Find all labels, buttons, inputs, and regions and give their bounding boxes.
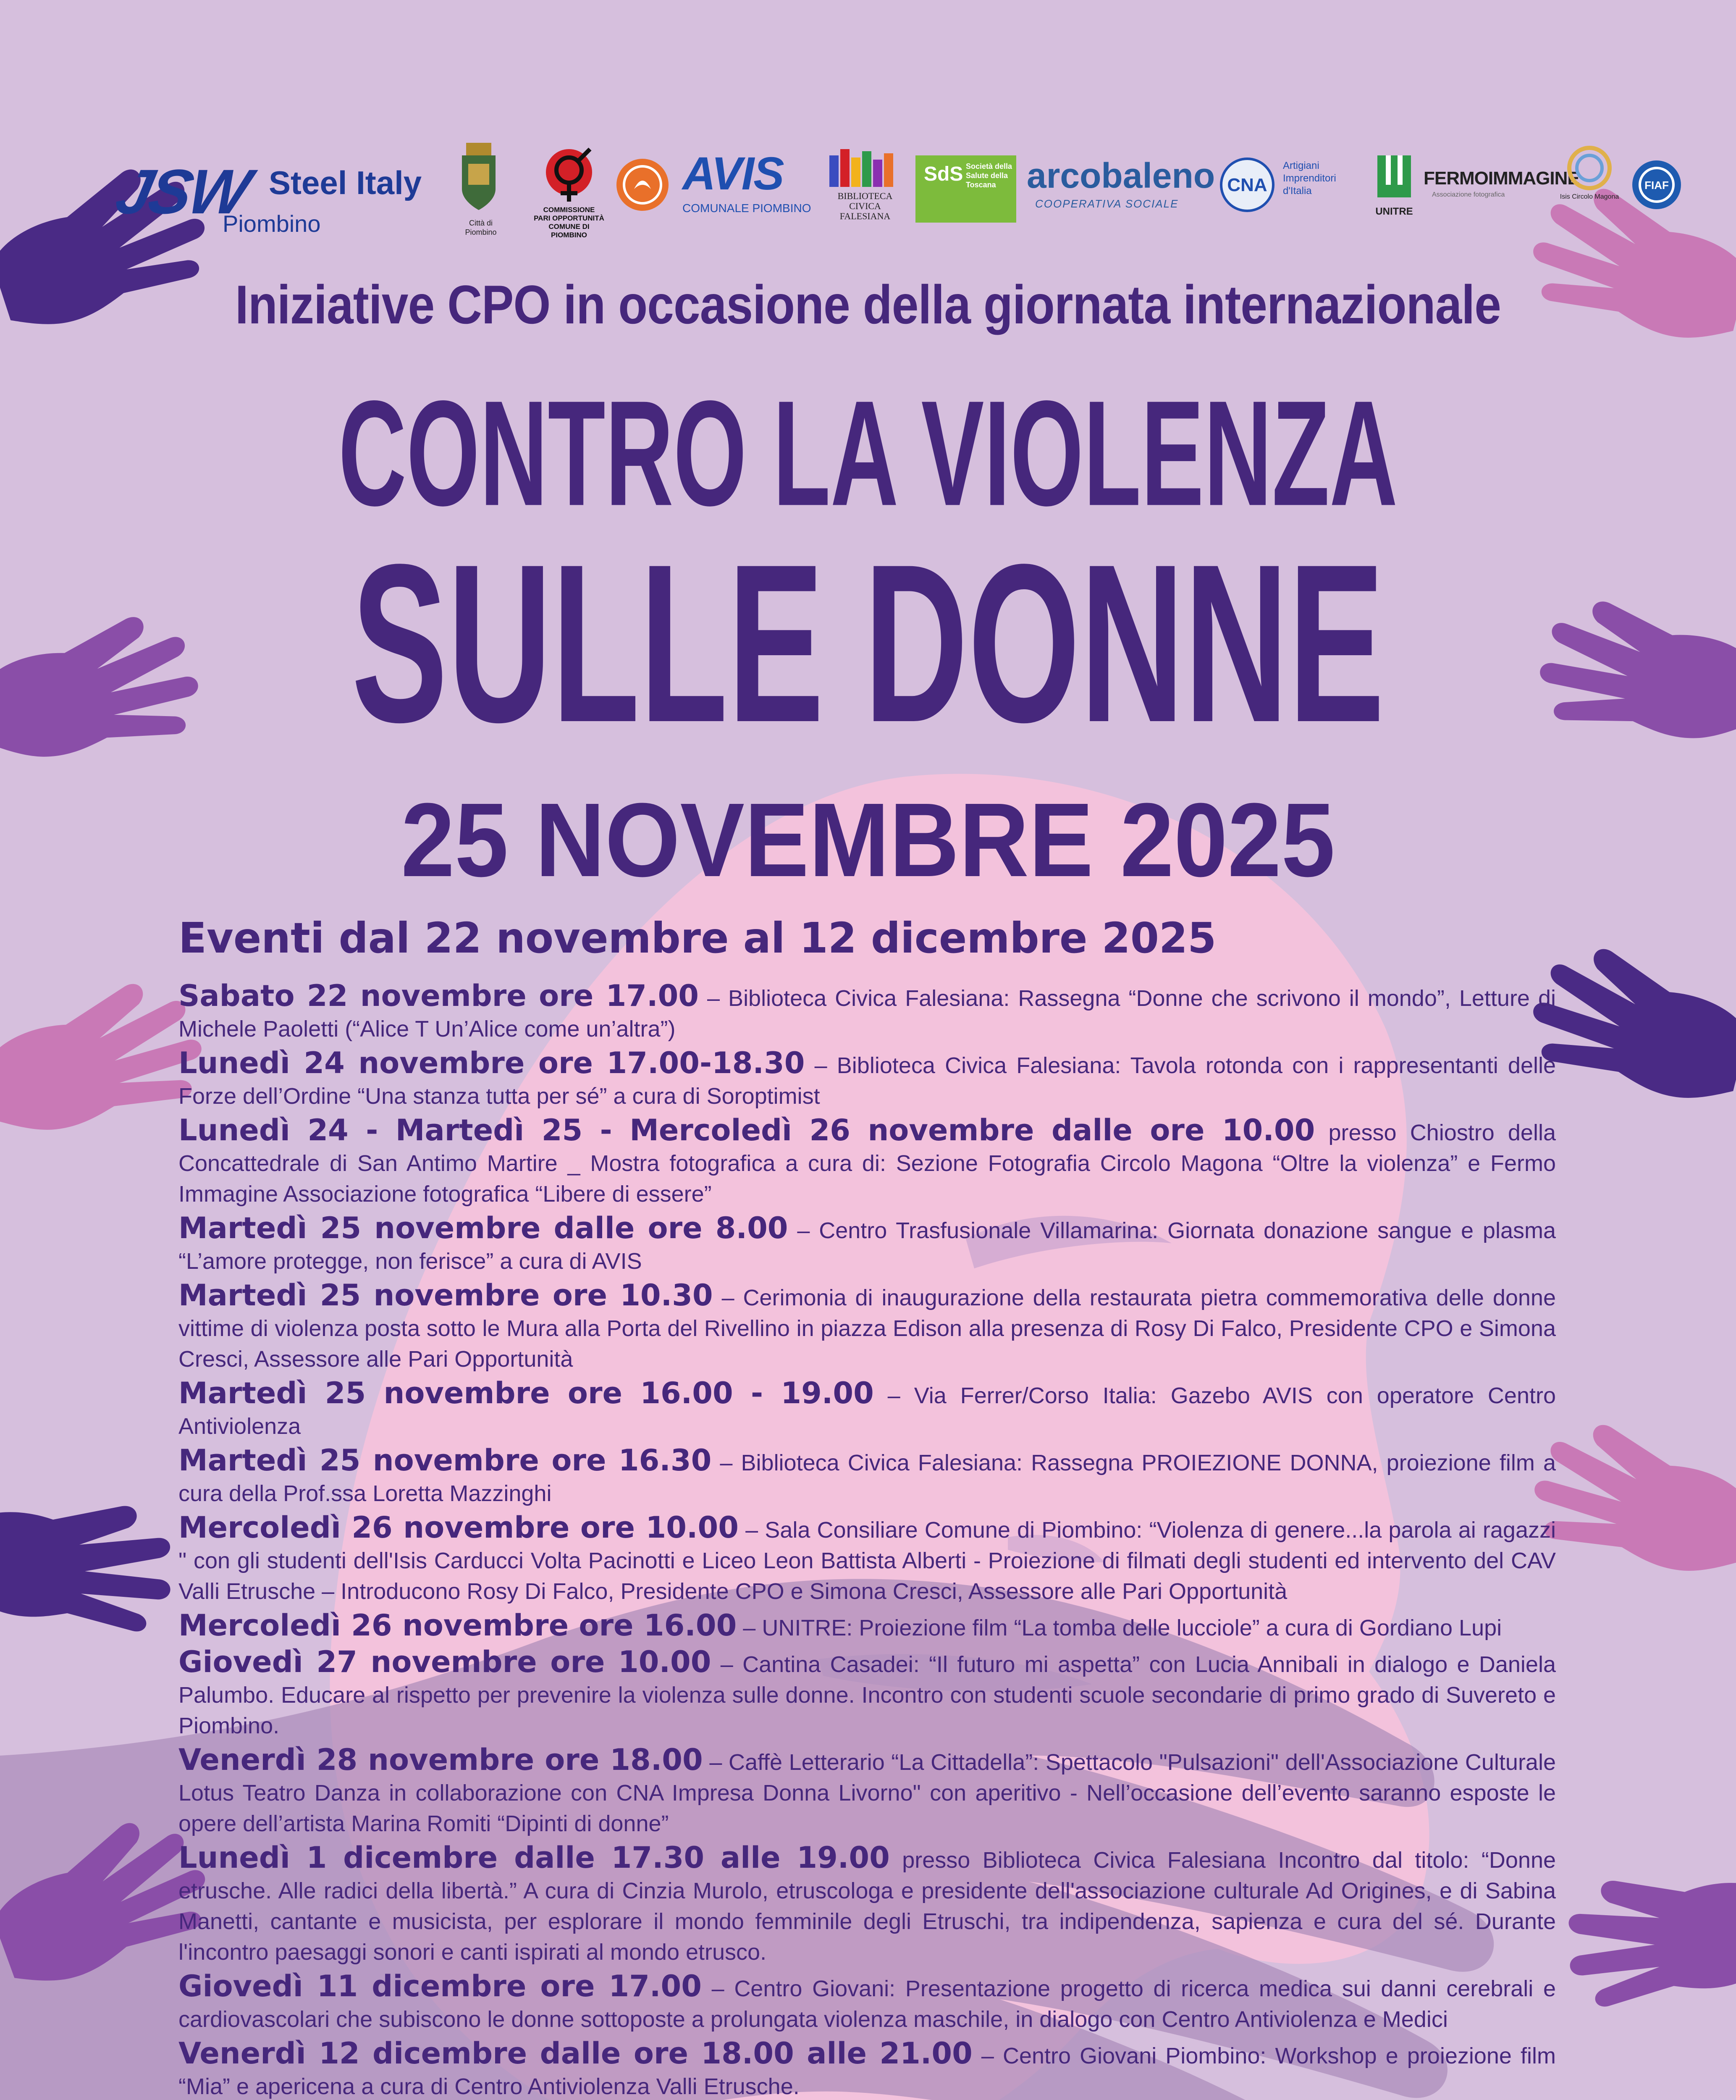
books-icon: [825, 139, 905, 189]
jsw-mark: JSW: [110, 156, 254, 227]
event-when: Lunedì 24 novembre ore 17.00-18.30: [178, 1046, 805, 1080]
fermoimmagine-name: FERMOIMMAGINE: [1424, 168, 1579, 189]
events-heading: Eventi dal 22 novembre al 12 dicembre 2025: [178, 914, 1217, 963]
biblioteca-logo: [825, 139, 905, 248]
event-text: – Cantina Casadei: “Il futuro mi aspetta” con Lucia Annibali in dialogo e Daniela Palumbo. Educare al rispetto per prevenire la violenza sulle donne. Incontro con studenti scuole secondarie di primo grado di Suvereto e Piombino.: [178, 1652, 1556, 1738]
sds-logo: [915, 139, 1016, 248]
fiaf-label: FIAF: [1644, 179, 1669, 192]
event-when: Martedì 25 novembre dalle ore 8.00: [178, 1211, 788, 1245]
event-when: Lunedì 24 - Martedì 25 - Mercoledì 26 novembre dalle ore 10.00: [178, 1113, 1315, 1147]
event-date: 25 NOVEMBRE 2025: [401, 781, 1335, 898]
arcobaleno-name: arcobaleno: [1027, 156, 1215, 195]
fermoimmagine-sub: Associazione fotografica: [1432, 191, 1505, 198]
event-text: – Biblioteca Civica Falesiana: Rassegna “Donne che scrivono il mondo”, Letture di Michele Paoletti (“Alice T Un’Alice come un’altra”): [178, 986, 1556, 1042]
title-line-2: SULLE DONNE: [351, 517, 1385, 769]
event-text: – UNITRE: Proiezione film “La tomba delle lucciole” a cura di Gordiano Lupi: [737, 1615, 1502, 1641]
citta-piombino-logo: [454, 139, 504, 248]
event-text: – Biblioteca Civica Falesiana: Tavola rotonda con i rappresentanti delle Forze dell’Ordine “Una stanza tutta per sé” a cura di Soroptimist: [178, 1053, 1556, 1109]
event-text: – Cerimonia di inaugurazione della restaurata pietra commemorativa delle donne vittime di violenza posta sotto le Mura alla Porta del Rivellino in piazza Edison alla presenza di Rosy Di Falco, Presidente CPO e Simona Cresci, Assessore alle Pari Opportunità: [178, 1285, 1556, 1372]
event-item: [178, 1743, 1556, 1839]
event-text: – Sala Consiliare Comune di Piombino: “Violenza di genere...la parola ai ragazzi " con gli studenti dell'Isis Carducci Volta Pacinotti e Liceo Leon Battista Alberti - Proiezione di filmati degli studenti ed intervento del CAV Valli Etrusche – Introducono Rosy Di Falco, Presidente CPO e Simona Cresci, Assessore alle Pari Opportunità: [178, 1517, 1556, 1604]
sds-badge-icon: [915, 139, 1016, 248]
fiaf-emblem-icon: [1629, 139, 1684, 248]
event-item: [178, 1840, 1556, 1968]
event-text: – Centro Trasfusionale Villamarina: Giornata donazione sangue e plasma “L’amore protegge, non ferisce” a cura di AVIS: [178, 1218, 1556, 1274]
event-text: presso Chiostro della Concattedrale di San Antimo Martire _ Mostra fotografica a cura di: Sezione Fotografia Circolo Magona “Oltre la violenza” e Fermo Immagine Associazione fotografica “Libere di essere”: [178, 1120, 1556, 1207]
event-item: [178, 2036, 1556, 2100]
avis-logo: [682, 139, 813, 248]
citta-label: Città di Piombino: [465, 219, 497, 236]
cpo-logo: [531, 139, 607, 248]
jsw-name: Steel Italy: [269, 164, 422, 201]
event-item: [178, 1211, 1556, 1277]
magona-label: Isis Circolo Magona: [1560, 193, 1619, 200]
event-text: – Centro Giovani: Presentazione progetto di ricerca medica sui danni cerebrali e cardiovascolari che subiscono le donne sottoposte a prolungata violenza maschile, in dialogo con Centro Antiviolenza e Medici: [178, 1976, 1556, 2032]
event-item: [178, 1969, 1556, 2035]
magona-emblem-icon: [1558, 139, 1621, 193]
event-item: [178, 1510, 1556, 1607]
event-item: [178, 1376, 1556, 1442]
avis-name: AVIS: [682, 148, 784, 200]
event-when: Mercoledì 26 novembre ore 16.00: [178, 1608, 737, 1643]
cna-badge-icon: [1220, 139, 1279, 248]
avis-sub: COMUNALE PIOMBINO: [682, 202, 811, 215]
event-when: Giovedì 11 dicembre ore 17.00: [178, 1969, 702, 2003]
event-when: Martedì 25 novembre ore 10.30: [178, 1278, 713, 1312]
event-item: [178, 1443, 1556, 1509]
event-when: Martedì 25 novembre ore 16.30: [178, 1443, 712, 1478]
event-when: Venerdì 28 novembre ore 18.00: [178, 1743, 703, 1777]
event-item: [178, 979, 1556, 1045]
cna-mark: CNA: [1227, 175, 1267, 195]
event-text: – Centro Giovani Piombino: Workshop e proiezione film “Mia” e apericena a cura di Centro Antiviolenza Valli Etrusche.: [178, 2043, 1556, 2099]
arcobaleno-sub: COOPERATIVA SOCIALE: [1035, 197, 1179, 210]
cna-text: Artigiani Imprenditori d'Italia: [1283, 160, 1336, 197]
event-when: Sabato 22 novembre ore 17.00: [178, 979, 699, 1013]
soroptimist-logo: [613, 139, 672, 248]
cna-logo: [1220, 139, 1358, 248]
sds-mark: SdS: [924, 163, 963, 185]
event-item: [178, 1046, 1556, 1112]
event-when: Venerdì 12 dicembre dalle ore 18.00 alle 21.00: [178, 2036, 973, 2071]
event-item: [178, 1608, 1556, 1643]
crest-icon: [454, 139, 504, 214]
gender-symbol-icon: [531, 139, 607, 206]
cpo-label: COMMISSIONE PARI OPPORTUNITÀ COMUNE DI PIOMBINO: [534, 206, 604, 239]
event-when: Mercoledì 26 novembre ore 10.00: [178, 1510, 739, 1545]
sponsor-logos: [110, 139, 1669, 248]
events-list: [178, 979, 1556, 2100]
sds-text: Società della Salute della Toscana: [966, 162, 1012, 189]
title-line-1: CONTRO LA VIOLENZA: [338, 370, 1398, 537]
event-text: – Biblioteca Civica Falesiana: Rassegna PROIEZIONE DONNA, proiezione film a cura della Prof.ssa Loretta Mazzinghi: [178, 1450, 1556, 1506]
event-item: [178, 1113, 1556, 1210]
unitre-logo: [1369, 139, 1419, 248]
magona-logo: [1558, 139, 1621, 248]
event-when: Giovedì 27 novembre ore 10.00: [178, 1645, 711, 1679]
arcobaleno-logo: [1027, 139, 1215, 248]
soroptimist-emblem-icon: [613, 139, 672, 248]
jsw-city: Piombino: [223, 210, 321, 237]
fiaf-logo: [1629, 139, 1684, 248]
event-text: – Via Ferrer/Corso Italia: Gazebo AVIS con operatore Centro Antiviolenza: [178, 1383, 1556, 1439]
jsw-steel-logo: [110, 139, 437, 248]
biblioteca-label: BIBLIOTECA CIVICA FALESIANA: [837, 191, 893, 221]
subtitle: Iniziative CPO in occasione della giornata internazionale: [235, 274, 1501, 335]
event-item: [178, 1645, 1556, 1741]
unitre-emblem-icon: [1369, 139, 1419, 202]
event-text: – Caffè Letterario “La Cittadella”: Spettacolo "Pulsazioni" dell'Associazione Culturale Lotus Teatro Danza in collaborazione con CNA Impresa Donna Livorno" con aperitivo - Nell’occasione dell’evento saranno esposte le opere dell’artista Marina Romiti “Dipinti di donne”: [178, 1750, 1556, 1836]
event-item: [178, 1278, 1556, 1375]
fermoimmagine-logo: [1424, 139, 1579, 248]
unitre-label: UNITRE: [1375, 206, 1413, 217]
event-text: presso Biblioteca Civica Falesiana Incontro dal titolo: “Donne etrusche. Alle radici della libertà.” A cura di Cinzia Murolo, etruscologa e presidente dell'associazione culturale Ad Origines, e di Sabina Manetti, cantante e musicista, per esplorare il mondo femminile degli Etruschi, tra indipendenza, sapienza e cura del sé. Durante l'incontro paesaggi sonori e canti ispirati al mondo etrusco.: [178, 1848, 1556, 1965]
event-when: Martedì 25 novembre ore 16.00 - 19.00: [178, 1376, 874, 1410]
event-when: Lunedì 1 dicembre dalle 17.30 alle 19.00: [178, 1840, 890, 1875]
